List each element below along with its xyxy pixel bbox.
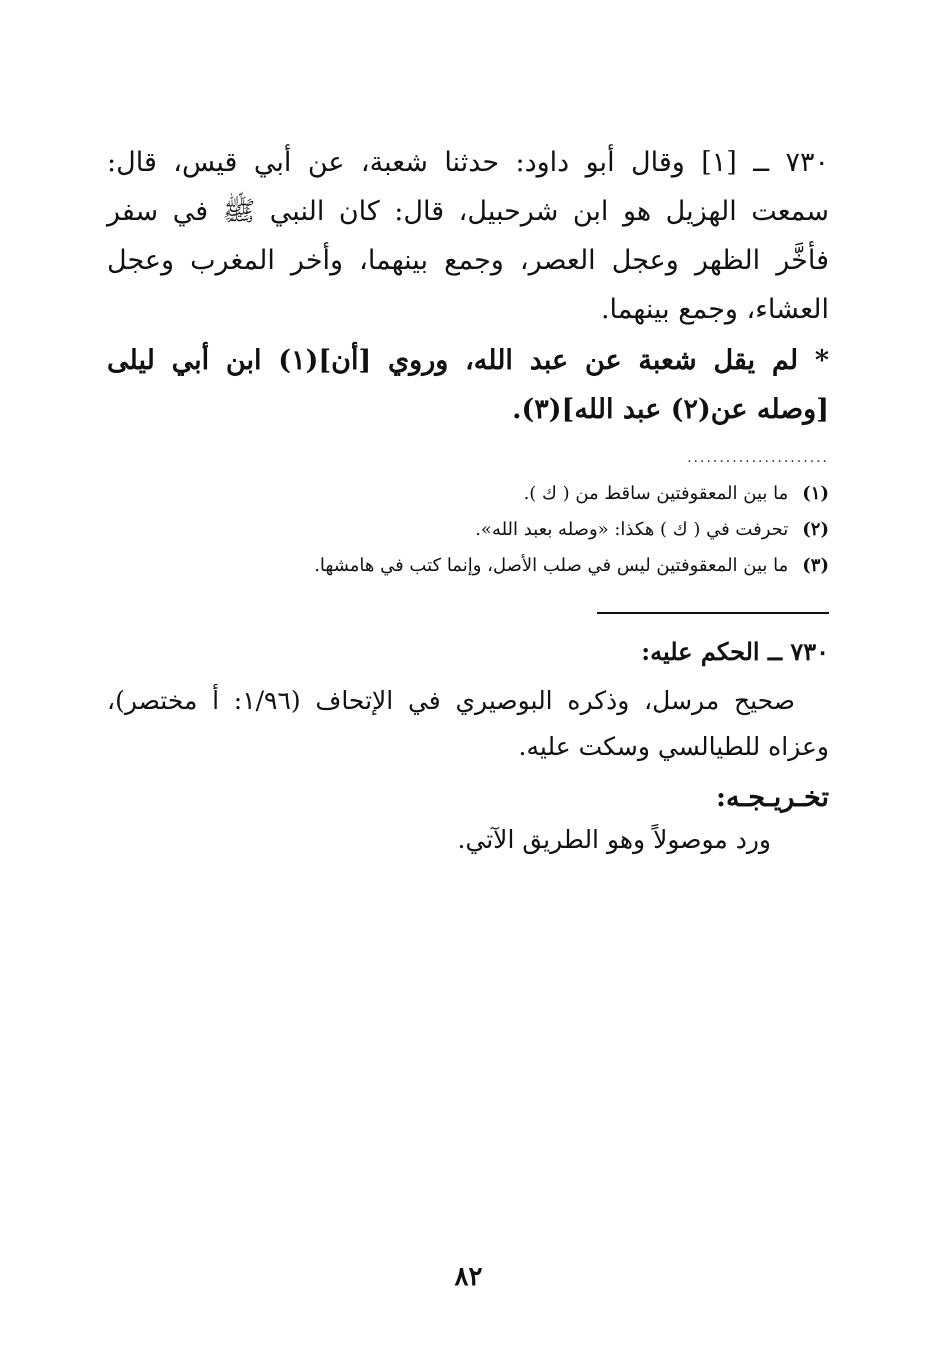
takhrij-text: ورد موصولاً وهو الطريق الآتي. xyxy=(457,825,771,854)
footnote-3 xyxy=(107,548,829,584)
footnote-text: ما بين المعقوفتين ليس في صلب الأصل، وإنما كتب في هامشها. xyxy=(314,555,789,576)
ruling-heading: ٧٣٠ ــ الحكم عليه: xyxy=(641,637,829,666)
hadith-paragraph xyxy=(107,138,829,334)
footnote-text: تحرفت في ( ك ) هكذا: «وصله بعبد الله». xyxy=(475,519,789,540)
page-number: ٨٢ xyxy=(454,1262,483,1292)
ruling-paragraph xyxy=(107,678,829,770)
footnote-number: (١) xyxy=(802,483,829,504)
takhrij-paragraph xyxy=(107,820,829,860)
takhrij-heading: تخـريـجـه: xyxy=(716,782,829,813)
note-paragraph xyxy=(107,336,829,434)
note-text: * لم يقل شعبة عن عبد الله، وروي [أن](١) ابن أبي ليلى [وصله عن(٢) عبد الله](٣). xyxy=(107,345,829,425)
ruling-text: صحيح مرسل، وذكره البوصيري في الإتحاف (١/٩٦: أ مختصر)، وعزاه للطيالسي وسكت عليه. xyxy=(107,686,829,761)
hadith-text: ٧٣٠ ــ [١] وقال أبو داود: حدثنا شعبة، عن أبي قيس، قال: سمعت الهزيل هو ابن شرحبيل، قال: كان النبي ﷺ في سفر فأخَّر الظهر وعجل العصر، وجمع بينهما، وأخر المغرب وعجل العشاء، وجمع بينهما. xyxy=(107,147,829,325)
footnote-separator-dots: ...................... xyxy=(687,450,829,466)
footnote-text: ما بين المعقوفتين ساقط من ( ك ). xyxy=(523,483,789,504)
footnote-number: (٣) xyxy=(802,555,829,576)
footnote-2 xyxy=(107,512,829,548)
footnote-number: (٢) xyxy=(802,519,829,540)
footnotes xyxy=(107,476,829,584)
footnote-1 xyxy=(107,476,829,512)
section-divider xyxy=(597,612,829,614)
